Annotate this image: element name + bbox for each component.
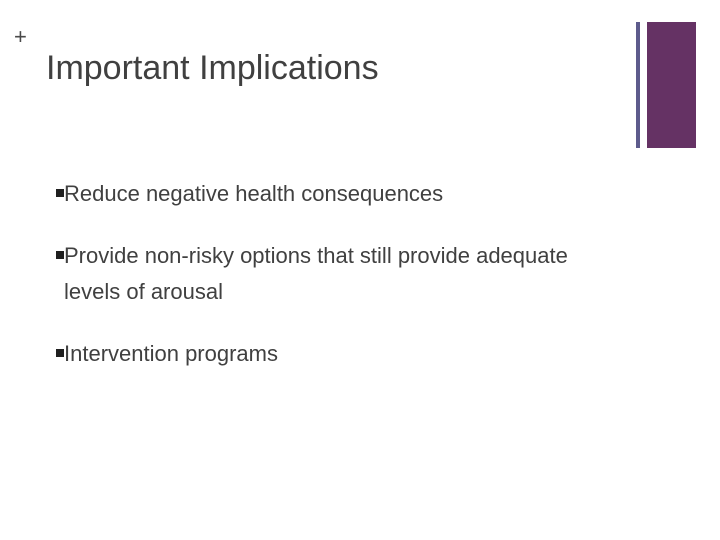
plus-icon: + bbox=[14, 24, 27, 49]
bullet-item bbox=[44, 336, 604, 372]
bullet-text: Provide non-risky options that still provide adequate levels of arousal bbox=[64, 243, 568, 304]
accent-line bbox=[636, 22, 640, 148]
accent-block bbox=[647, 22, 696, 148]
bullet-list bbox=[44, 176, 604, 398]
bullet-text: Reduce negative health consequences bbox=[64, 181, 444, 206]
bullet-item bbox=[44, 176, 604, 212]
square-bullet-icon bbox=[56, 251, 64, 259]
bullet-item bbox=[44, 238, 604, 310]
square-bullet-icon bbox=[56, 189, 64, 197]
slide-title: Important Implications bbox=[46, 49, 379, 87]
square-bullet-icon bbox=[56, 349, 64, 357]
bullet-text: Intervention programs bbox=[64, 341, 278, 366]
